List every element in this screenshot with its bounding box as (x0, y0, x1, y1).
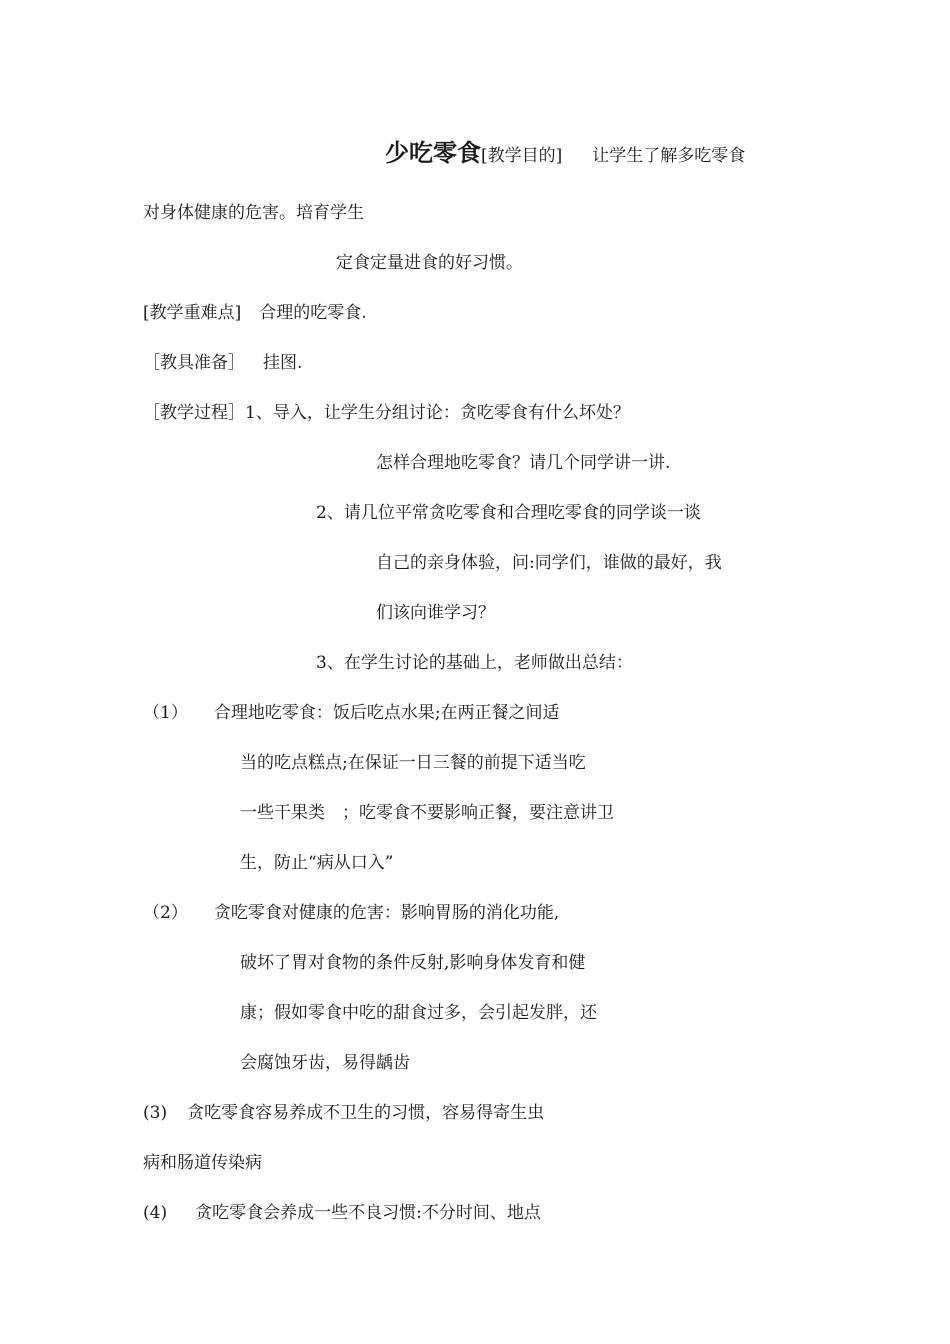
summary-line: 当的吃点糕点;在保证一日三餐的前提下适当吃 (240, 753, 586, 773)
summary-item-2 (143, 902, 559, 924)
summary-line: 贪吃零食会养成一些不良习惯:不分时间、地点 (195, 1203, 541, 1223)
process-step2-b: 自己的亲身体验，问:同学们，谁做的最好，我 (376, 553, 722, 573)
summary-line: 病和肠道传染病 (143, 1153, 262, 1173)
process-row (143, 402, 630, 424)
key-points-text: 合理的吃零食. (259, 303, 367, 323)
materials-text: 挂图. (263, 353, 303, 373)
objective-line-2: 对身体健康的危害。培育学生 (143, 203, 364, 223)
summary-num: (4) (143, 1203, 168, 1223)
materials-label: ［教具准备］ (143, 353, 245, 373)
process-label: ［教学过程］ (143, 403, 245, 423)
summary-line: 一些干果类 ；吃零食不要影响正餐，要注意讲卫 (240, 803, 614, 823)
summary-item-3 (143, 1102, 544, 1124)
process-step3: 3、在学生讨论的基础上，老师做出总结： (316, 653, 633, 673)
key-points-row (143, 302, 367, 324)
process-step2-a: 2、请几位平常贪吃零食和合理吃零食的同学谈一谈 (316, 503, 701, 523)
title-row (385, 139, 745, 170)
objective-line-3: 定食定量进食的好习惯。 (336, 253, 523, 273)
summary-line: 生，防止“病从口入” (240, 853, 394, 873)
summary-num: (3) (143, 1103, 168, 1123)
summary-line: 合理地吃零食：饭后吃点水果;在两正餐之间适 (213, 703, 560, 723)
process-step2-c: 们该向谁学习？ (376, 603, 495, 623)
page-title: 少吃零食 (385, 139, 481, 167)
materials-row (143, 352, 302, 374)
summary-item-4 (143, 1202, 541, 1224)
summary-num: （2） (143, 903, 188, 923)
summary-line: 贪吃零食容易养成不卫生的习惯，容易得寄生虫 (187, 1103, 545, 1123)
summary-line: 会腐蚀牙齿，易得龋齿 (240, 1053, 410, 1073)
process-step1-b: 怎样合理地吃零食？请几个同学讲一讲. (376, 453, 671, 473)
key-points-label: [教学重难点] (143, 303, 242, 323)
objective-label: [教学目的] (481, 146, 563, 166)
summary-item-1 (143, 702, 560, 724)
process-step1-a: 1、导入，让学生分组讨论：贪吃零食有什么坏处？ (245, 403, 630, 423)
summary-line: 贪吃零食对健康的危害：影响胃肠的消化功能, (213, 903, 560, 923)
summary-line: 破坏了胃对食物的条件反射,影响身体发育和健 (240, 953, 586, 973)
objective-text-1: 让学生了解多吃零食 (592, 146, 746, 166)
summary-num: （1） (143, 703, 188, 723)
summary-line: 康；假如零食中吃的甜食过多，会引起发胖，还 (240, 1003, 597, 1023)
